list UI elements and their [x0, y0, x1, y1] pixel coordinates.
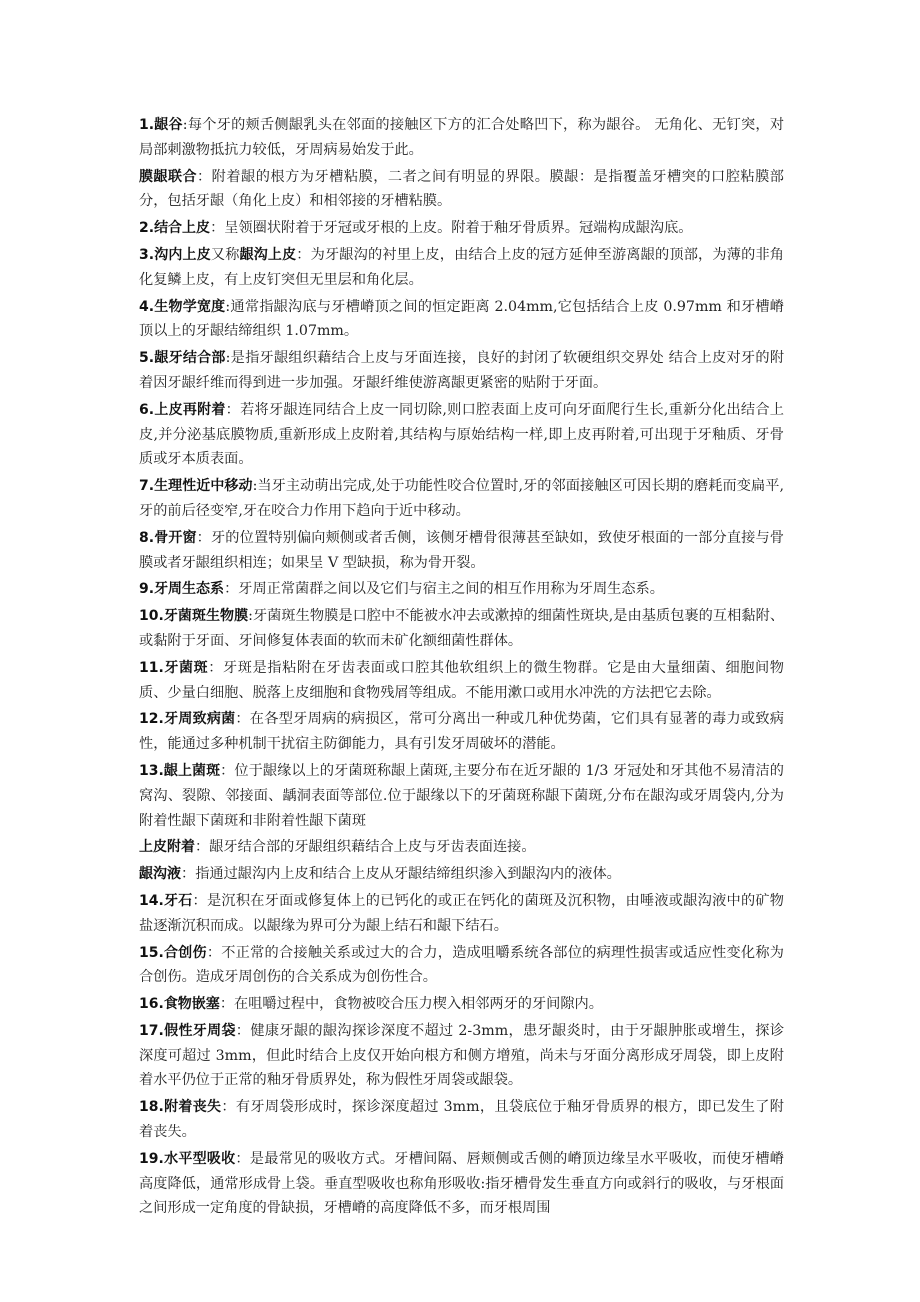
entry-definition: ：指通过龈沟内上皮和结合上皮从牙龈结缔组织渗入到龈沟内的液体。: [181, 866, 621, 883]
entry-term: 食物嵌塞: [163, 996, 220, 1013]
entry-number: 7.: [139, 478, 155, 495]
glossary-entry: [139, 346, 784, 396]
entry-term: 水平型吸收: [163, 1150, 236, 1167]
entry-number: 13.: [139, 762, 164, 779]
entry-definition: ：牙的位置特别偏向颊侧或者舌侧，该侧牙槽骨很薄甚至缺如，致使牙根面的一部分直接与骨膜或者牙龈组织相连；如果呈 V 型缺损，称为骨开裂。: [139, 529, 784, 571]
glossary-entry: [139, 941, 784, 991]
entry-definition: ：附着龈的根方为牙槽粘膜，二者之间有明显的界限。膜龈：是指覆盖牙槽突的口腔粘膜部分，包括牙龈（角化上皮）和相邻接的牙槽粘膜。: [139, 168, 784, 210]
entry-number: 14.: [139, 892, 164, 909]
entry-number: 15.: [139, 944, 164, 961]
glossary-entry: [139, 992, 784, 1017]
entry-number: 4.: [139, 298, 155, 315]
glossary-entry: [139, 656, 784, 706]
glossary-entry: [139, 526, 784, 576]
entry-term: 附着丧失: [163, 1099, 222, 1116]
entry-term: 生理性近中移动: [154, 478, 253, 495]
entry-definition-cont: ：为牙龈沟的衬里上皮，由结合上皮的冠方延伸至游离龈的顶部，为薄的非角化复鳞上皮，有上皮钉突但无里层和角化层。: [139, 246, 784, 288]
entry-number: 12.: [139, 711, 164, 728]
entry-definition: ：若将牙龈连同结合上皮一同切除,则口腔表面上皮可向牙面爬行生长,重新分化出结合上皮,并分泌基底膜物质,重新形成上皮附着,其结构与原始结构一样,即上皮再附着,可出现于牙釉质、牙骨质或牙本质表面。: [139, 401, 784, 468]
entry-definition: :是指牙龈组织藉结合上皮与牙面连接，良好的封闭了软硬组织交界处 结合上皮对牙的附着因牙龈纤维而得到进一步加强。牙龈纤维使游离龈更紧密的贴附于牙面。: [139, 350, 785, 391]
glossary-entry: [139, 216, 784, 241]
entry-definition: :每个牙的颊舌侧龈乳头在邻面的接触区下方的汇合处略凹下，称为龈谷。 无角化、无钉突，对局部刺激物抵抗力较低，牙周病易始发于此。: [139, 117, 785, 158]
entry-term: 上皮附着: [139, 839, 195, 856]
entry-term: 牙周生态系: [154, 581, 225, 598]
glossary-entry: [139, 243, 784, 293]
entry-definition: 又称: [210, 246, 240, 263]
entry-term: 沟内上皮: [154, 246, 211, 263]
glossary-entry: [139, 604, 784, 654]
entry-term: 膜龈联合: [139, 168, 197, 185]
entry-definition: ：是最常见的吸收方式。牙槽间隔、唇颊侧或舌侧的嵴顶边缘呈水平吸收，而使牙槽嵴高度降低，通常形成骨上袋。垂直型吸收也称角形吸收:指牙槽骨发生垂直方向或斜行的吸收，与牙根面之间形成一定角度的骨缺损，牙槽嵴的高度降低不多，而牙根周围: [139, 1150, 784, 1217]
entry-number: 11.: [139, 659, 164, 676]
glossary-entry: [139, 707, 784, 757]
glossary-entry: [139, 577, 784, 602]
entry-term: 龈谷: [154, 117, 183, 133]
entry-term: 牙菌斑生物膜: [163, 608, 249, 625]
glossary-entry: [139, 759, 784, 833]
entry-number: 5.: [139, 350, 155, 367]
entry-term: 合创伤: [163, 944, 207, 961]
entry-number: 10.: [139, 608, 164, 625]
entry-number: 16.: [139, 996, 164, 1013]
entry-number: 8.: [139, 529, 155, 546]
glossary-entry: [139, 835, 784, 860]
entry-term: 牙周致病菌: [163, 711, 236, 728]
entry-term: 假性牙周袋: [163, 1022, 236, 1039]
entry-number: 3.: [139, 246, 155, 263]
glossary-entry: [139, 113, 784, 163]
entry-term-alt: 龈沟上皮: [239, 246, 297, 263]
glossary-entry: [139, 474, 784, 524]
entry-term: 龈沟液: [139, 866, 181, 883]
glossary-entry: [139, 889, 784, 939]
entry-number: 18.: [139, 1099, 164, 1116]
entry-term: 上皮再附着: [154, 401, 226, 418]
glossary-entry: [139, 1147, 784, 1221]
entry-term: 牙石: [163, 892, 193, 909]
entry-definition: ：牙斑是指粘附在牙齿表面或口腔其他软组织上的微生物群。它是由大量细菌、细胞间物质、少量白细胞、脱落上皮细胞和食物残屑等组成。不能用漱口或用水冲洗的方法把它去除。: [139, 659, 784, 701]
glossary-entry: [139, 295, 784, 345]
entry-number: 9.: [139, 581, 155, 598]
entry-definition: ：呈领圈状附着于牙冠或牙根的上皮。附着于釉牙骨质界。冠端构成龈沟底。: [210, 220, 693, 237]
glossary-entry: [139, 165, 784, 215]
entry-definition: :通常指龈沟底与牙槽嵴顶之间的恒定距离 2.04mm,它包括结合上皮 0.97mm 和牙槽嵴顶以上的牙龈结缔组织 1.07mm。: [139, 298, 784, 340]
entry-number: 19.: [139, 1150, 164, 1167]
entry-term: 龈牙结合部: [154, 350, 226, 367]
entry-definition: ：牙周正常菌群之间以及它们与宿主之间的相互作用称为牙周生态系。: [224, 581, 664, 598]
glossary-entry: [139, 862, 784, 887]
entry-term: 骨开窗: [154, 529, 197, 546]
entry-term: 生物学宽度: [154, 298, 226, 315]
entry-term: 龈上菌斑: [163, 762, 221, 779]
entry-term: 牙菌斑: [163, 659, 209, 676]
glossary-entry: [139, 1019, 784, 1093]
entry-number: 2.: [139, 220, 155, 237]
entry-definition: ：龈牙结合部的牙龈组织藉结合上皮与牙齿表面连接。: [195, 839, 536, 856]
entry-definition: ：在各型牙周病的病损区，常可分离出一种或几种优势菌，它们具有显著的毒力或致病性，能通过多种机制干扰宿主防御能力，具有引发牙周破坏的潜能。: [139, 711, 784, 753]
entry-number: 6.: [139, 401, 155, 418]
entry-number: 17.: [139, 1022, 164, 1039]
entry-term: 结合上皮: [154, 220, 211, 237]
entry-definition: :牙菌斑生物膜是口腔中不能被水冲去或漱掉的细菌性斑块,是由基质包裹的互相黏附、或黏附于牙面、牙间修复体表面的软而未矿化额细菌性群体。: [139, 608, 785, 649]
entry-definition: ：在咀嚼过程中，食物被咬合压力楔入相邻两牙的牙间隙内。: [219, 996, 603, 1013]
entry-definition: ：有牙周袋形成时，探诊深度超过 3mm，且袋底位于釉牙骨质界的根方，即已发生了附着丧失。: [139, 1099, 784, 1141]
entry-definition: ：不正常的合接触关系或过大的合力，造成咀嚼系统各部位的病理性损害或适应性变化称为合创伤。造成牙周创伤的合关系成为创伤性合。: [139, 944, 784, 986]
entry-definition: ：位于龈缘以上的牙菌斑称龈上菌斑,主要分布在近牙龈的 1/3 牙冠处和牙其他不易清洁的窝沟、裂隙、邻接面、龋洞表面等部位.位于龈缘以下的牙菌斑称龈下菌斑,分布在龈沟或牙周袋内,分为附着性龈下菌斑和非附着性龈下菌斑: [139, 762, 784, 829]
glossary-entry: [139, 1095, 784, 1145]
entry-definition: :当牙主动萌出完成,处于功能性咬合位置时,牙的邻面接触区可因长期的磨耗而变扁平,牙的前后径变窄,牙在咬合力作用下趋向于近中移动。: [139, 478, 785, 519]
entry-definition: ：是沉积在牙面或修复体上的已钙化的或正在钙化的菌斑及沉积物，由唾液或龈沟液中的矿物盐逐渐沉积而成。以龈缘为界可分为龈上结石和龈下结石。: [139, 892, 784, 934]
glossary-list: [139, 113, 784, 1221]
glossary-entry: [139, 398, 784, 472]
entry-number: 1.: [139, 117, 155, 133]
entry-definition: ：健康牙龈的龈沟探诊深度不超过 2-3mm，患牙龈炎时，由于牙龈肿胀或增生，探诊深度可超过 3mm，但此时结合上皮仅开始向根方和侧方增殖，尚未与牙面分离形成牙周袋，即上皮附着水平仍位于正常的釉牙骨质界处，称为假性牙周袋或龈袋。: [139, 1022, 785, 1089]
